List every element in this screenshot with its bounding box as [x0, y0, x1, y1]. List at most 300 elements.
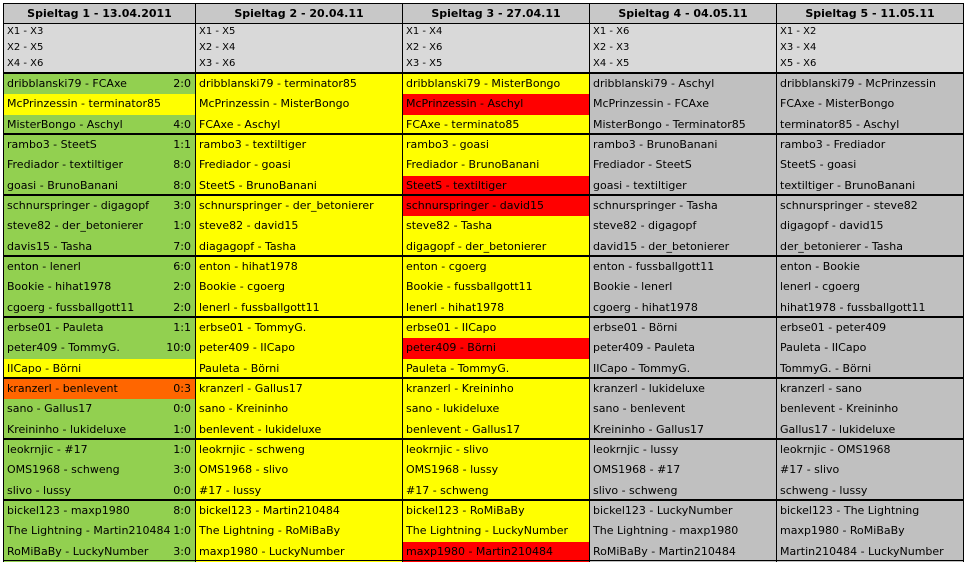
- match-score: 2:0: [173, 300, 191, 314]
- match-row: [777, 481, 963, 501]
- match-pairing: terminator85 - Aschyl: [780, 117, 900, 131]
- match-score: 4:0: [173, 117, 191, 131]
- match-pairing: The Lightning - LuckyNumber: [406, 524, 568, 538]
- match-row: [403, 379, 589, 399]
- match-row: [590, 135, 776, 155]
- match-pairing: maxp1980 - RoMiBaBy: [780, 524, 905, 538]
- match-pairing: Gallus17 - lukideluxe: [780, 422, 896, 436]
- match-pairing: digagopf - david15: [780, 219, 884, 233]
- match-pairing: hihat1978 - fussballgott11: [780, 300, 926, 314]
- match-pairing: McPrinzessin - FCAxe: [593, 97, 709, 111]
- match-group: [3, 72, 196, 135]
- match-pairing: schnurspringer - digagopf: [7, 199, 150, 212]
- match-pairing: digagopf - der_betonierer: [406, 239, 547, 253]
- table-bottom-border: [402, 560, 590, 561]
- match-pairing: schnurspringer - der_betonierer: [199, 199, 374, 212]
- match-row: [777, 501, 963, 521]
- match-row: [777, 135, 963, 155]
- match-pairing: der_betonierer - Tasha: [780, 239, 903, 253]
- match-row: [196, 216, 402, 236]
- match-group: [3, 499, 196, 562]
- match-row: [196, 176, 402, 196]
- match-pairing: sano - Kreininho: [199, 402, 289, 416]
- match-row: [4, 521, 195, 541]
- match-row: [590, 257, 776, 277]
- match-row: [777, 176, 963, 196]
- pairing-line: X3 - X6: [199, 58, 236, 69]
- match-pairing: leokrnjic - lussy: [593, 443, 679, 456]
- match-pairing: benlevent - Gallus17: [406, 422, 521, 436]
- match-row: [403, 318, 589, 338]
- match-pairing: McPrinzessin - MisterBongo: [199, 97, 350, 111]
- match-pairing: sano - Gallus17: [7, 402, 93, 416]
- match-row: [4, 460, 195, 480]
- match-pairing: FCAxe - MisterBongo: [780, 97, 895, 111]
- match-pairing: diagagopf - Tasha: [199, 239, 297, 253]
- match-pairing: enton - fussballgott11: [593, 260, 715, 273]
- pairing-line: X4 - X6: [7, 58, 44, 69]
- match-row: [4, 196, 195, 216]
- match-group: [195, 316, 403, 379]
- match-pairing: dribblanski79 - Aschyl: [593, 77, 715, 90]
- match-pairing: dribblanski79 - McPrinzessin: [780, 77, 936, 90]
- match-row: [777, 115, 963, 135]
- match-pairing: IICapo - Börni: [7, 361, 82, 375]
- match-row: [777, 521, 963, 541]
- match-pairing: Bookie - lenerl: [593, 280, 673, 294]
- match-pairing: Frediador - goasi: [199, 158, 291, 172]
- match-score: 0:3: [173, 382, 191, 395]
- match-pairing: benlevent - Kreininho: [780, 402, 899, 416]
- match-row: [196, 460, 402, 480]
- match-row: [4, 237, 195, 257]
- match-group: [3, 316, 196, 379]
- match-row: [777, 379, 963, 399]
- match-row: [403, 216, 589, 236]
- pairing-line: X1 - X2: [780, 26, 817, 37]
- match-group: [589, 194, 777, 257]
- match-group: [402, 316, 590, 379]
- match-group: [3, 438, 196, 501]
- match-row: [777, 257, 963, 277]
- match-group: [776, 438, 964, 501]
- match-row: [196, 420, 402, 440]
- match-pairing: peter409 - IICapo: [199, 341, 295, 355]
- match-pairing: FCAxe - terminato85: [406, 117, 520, 131]
- match-group: [195, 194, 403, 257]
- match-row: [403, 196, 589, 216]
- match-score: 1:0: [173, 443, 191, 456]
- match-row: [4, 542, 195, 562]
- pairing-line: X2 - X6: [406, 42, 443, 53]
- match-row: [590, 521, 776, 541]
- match-pairing: cgoerg - fussballgott11: [7, 300, 135, 314]
- match-score: 2:0: [173, 77, 191, 90]
- table-bottom-border: [3, 560, 196, 561]
- pairing-line: X2 - X4: [199, 42, 236, 53]
- match-row: [403, 420, 589, 440]
- match-row: [403, 481, 589, 501]
- match-group: [776, 377, 964, 440]
- match-pairing: RoMiBaBy - Martin210484: [593, 544, 736, 558]
- match-pairing: Frediador - BrunoBanani: [406, 158, 540, 172]
- match-row: [4, 257, 195, 277]
- match-row: [196, 440, 402, 460]
- match-group: [402, 438, 590, 501]
- match-pairing: Pauleta - TommyG.: [406, 361, 510, 375]
- match-pairing: peter409 - Börni: [406, 341, 496, 355]
- match-score: 8:0: [173, 158, 191, 172]
- match-row: [777, 155, 963, 175]
- match-pairing: erbse01 - TommyG.: [199, 321, 307, 334]
- match-pairing: peter409 - TommyG.: [7, 341, 120, 355]
- match-group: [402, 377, 590, 440]
- match-pairing: goasi - BrunoBanani: [7, 178, 118, 192]
- match-pairing: bickel123 - RoMiBaBy: [406, 504, 525, 517]
- match-pairing: leokrnjic - schweng: [199, 443, 305, 456]
- match-score: 1:0: [173, 524, 191, 538]
- match-row: [403, 74, 589, 94]
- match-row: [196, 237, 402, 257]
- match-row: [4, 359, 195, 379]
- match-row: [196, 318, 402, 338]
- match-pairing: maxp1980 - Martin210484: [406, 544, 553, 558]
- pairing-line: X1 - X4: [406, 26, 443, 37]
- pairing-scheme: [402, 24, 590, 72]
- match-row: [403, 115, 589, 135]
- match-pairing: rambo3 - SteetS: [7, 138, 97, 151]
- pairing-line: X3 - X5: [406, 58, 443, 69]
- match-pairing: goasi - textiltiger: [593, 178, 687, 192]
- match-pairing: steve82 - Tasha: [406, 219, 493, 233]
- match-row: [590, 501, 776, 521]
- match-row: [590, 155, 776, 175]
- match-pairing: The Lightning - Martin210484: [7, 524, 171, 538]
- match-group: [776, 194, 964, 257]
- match-row: [403, 399, 589, 419]
- match-row: [777, 298, 963, 318]
- match-row: [196, 155, 402, 175]
- match-group: [195, 499, 403, 562]
- table-bottom-border: [776, 560, 964, 561]
- match-row: [403, 257, 589, 277]
- match-group: [195, 438, 403, 501]
- pairing-line: X4 - X5: [593, 58, 630, 69]
- match-pairing: schnurspringer - Tasha: [593, 199, 718, 212]
- match-pairing: erbse01 - peter409: [780, 321, 887, 334]
- match-pairing: Frediador - SteetS: [593, 158, 692, 172]
- match-group: [589, 72, 777, 135]
- match-pairing: sano - lukideluxe: [406, 402, 500, 416]
- match-pairing: Pauleta - IICapo: [780, 341, 867, 355]
- match-pairing: dribblanski79 - terminator85: [199, 77, 357, 90]
- match-pairing: rambo3 - goasi: [406, 138, 489, 151]
- match-row: [590, 196, 776, 216]
- pairing-line: X3 - X4: [780, 42, 817, 53]
- match-pairing: IICapo - TommyG.: [593, 361, 691, 375]
- pairing-line: X1 - X6: [593, 26, 630, 37]
- match-row: [777, 277, 963, 297]
- match-score: 8:0: [173, 178, 191, 192]
- match-pairing: kranzerl - Gallus17: [199, 382, 303, 395]
- match-score: 1:0: [173, 219, 191, 233]
- match-pairing: steve82 - digagopf: [593, 219, 697, 233]
- match-pairing: peter409 - Pauleta: [593, 341, 696, 355]
- match-row: [777, 237, 963, 257]
- match-score: 3:0: [173, 463, 191, 477]
- match-pairing: sano - benlevent: [593, 402, 686, 416]
- match-pairing: kranzerl - lukideluxe: [593, 382, 705, 395]
- match-score: 7:0: [173, 239, 191, 253]
- match-row: [196, 359, 402, 379]
- match-pairing: Bookie - hihat1978: [7, 280, 112, 294]
- match-pairing: erbse01 - Pauleta: [7, 321, 104, 334]
- match-row: [403, 155, 589, 175]
- match-score: 6:0: [173, 260, 191, 273]
- match-group: [589, 499, 777, 562]
- match-pairing: davis15 - Tasha: [7, 239, 93, 253]
- match-pairing: FCAxe - Aschyl: [199, 117, 281, 131]
- match-row: [777, 338, 963, 358]
- match-pairing: cgoerg - hihat1978: [593, 300, 698, 314]
- matchday-header: Spieltag 2 - 20.04.11: [195, 3, 403, 24]
- match-group: [402, 194, 590, 257]
- match-row: [403, 501, 589, 521]
- pairing-line: X1 - X5: [199, 26, 236, 37]
- match-group: [589, 255, 777, 318]
- match-row: [196, 481, 402, 501]
- pairing-line: X2 - X3: [593, 42, 630, 53]
- match-row: [4, 155, 195, 175]
- table-bottom-border: [195, 560, 403, 561]
- match-group: [402, 72, 590, 135]
- match-pairing: rambo3 - Frediador: [780, 138, 886, 151]
- match-pairing: erbse01 - Börni: [593, 321, 678, 334]
- pairing-scheme: [589, 24, 777, 72]
- match-row: [777, 542, 963, 562]
- match-row: [4, 481, 195, 501]
- match-pairing: rambo3 - textiltiger: [199, 138, 307, 151]
- match-pairing: schnurspringer - david15: [406, 199, 544, 212]
- match-row: [777, 94, 963, 114]
- matchday-header: Spieltag 5 - 11.05.11: [776, 3, 964, 24]
- match-row: [196, 135, 402, 155]
- match-row: [403, 440, 589, 460]
- match-score: 0:0: [173, 402, 191, 416]
- match-row: [196, 501, 402, 521]
- match-pairing: SteetS - BrunoBanani: [199, 178, 317, 192]
- match-row: [403, 460, 589, 480]
- match-score: 8:0: [173, 504, 191, 517]
- match-pairing: lenerl - cgoerg: [780, 280, 860, 294]
- table-bottom-border: [589, 560, 777, 561]
- match-pairing: #17 - schweng: [406, 483, 489, 497]
- match-pairing: steve82 - david15: [199, 219, 299, 233]
- match-row: [4, 501, 195, 521]
- match-group: [402, 255, 590, 318]
- match-group: [195, 377, 403, 440]
- match-pairing: #17 - slivo: [780, 463, 840, 477]
- pairing-scheme: [3, 24, 196, 72]
- match-group: [589, 133, 777, 196]
- match-group: [402, 133, 590, 196]
- match-group: [3, 194, 196, 257]
- pairing-line: X1 - X3: [7, 26, 44, 37]
- match-row: [403, 135, 589, 155]
- match-pairing: enton - hihat1978: [199, 260, 298, 273]
- match-row: [403, 359, 589, 379]
- match-score: 1:1: [173, 321, 191, 334]
- match-row: [777, 440, 963, 460]
- match-group: [776, 316, 964, 379]
- match-pairing: McPrinzessin - terminator85: [7, 97, 161, 111]
- match-pairing: MisterBongo - Aschyl: [7, 117, 123, 131]
- match-group: [195, 72, 403, 135]
- match-row: [4, 277, 195, 297]
- match-row: [196, 338, 402, 358]
- match-row: [590, 359, 776, 379]
- match-row: [196, 298, 402, 318]
- match-row: [590, 237, 776, 257]
- match-row: [777, 420, 963, 440]
- match-pairing: TommyG. - Börni: [780, 361, 872, 375]
- match-row: [196, 196, 402, 216]
- pairing-scheme: [195, 24, 403, 72]
- match-pairing: rambo3 - BrunoBanani: [593, 138, 718, 151]
- match-pairing: textiltiger - BrunoBanani: [780, 178, 916, 192]
- match-row: [777, 359, 963, 379]
- match-pairing: The Lightning - RoMiBaBy: [199, 524, 341, 538]
- match-row: [4, 94, 195, 114]
- match-row: [403, 542, 589, 562]
- match-row: [590, 176, 776, 196]
- match-row: [590, 74, 776, 94]
- match-group: [3, 255, 196, 318]
- match-pairing: enton - cgoerg: [406, 260, 487, 273]
- match-score: 10:0: [166, 341, 191, 355]
- match-row: [196, 379, 402, 399]
- match-row: [777, 318, 963, 338]
- match-row: [590, 277, 776, 297]
- pairing-line: X5 - X6: [780, 58, 817, 69]
- match-group: [402, 499, 590, 562]
- match-group: [776, 499, 964, 562]
- match-group: [195, 133, 403, 196]
- match-pairing: maxp1980 - LuckyNumber: [199, 544, 345, 558]
- match-row: [4, 298, 195, 318]
- match-row: [777, 216, 963, 236]
- match-pairing: kranzerl - benlevent: [7, 382, 118, 395]
- match-row: [590, 379, 776, 399]
- matchday-header: Spieltag 1 - 13.04.2011: [3, 3, 196, 24]
- match-pairing: david15 - der_betonierer: [593, 239, 730, 253]
- match-row: [590, 440, 776, 460]
- match-pairing: RoMiBaBy - LuckyNumber: [7, 544, 149, 558]
- match-row: [590, 94, 776, 114]
- match-row: [590, 481, 776, 501]
- match-row: [590, 542, 776, 562]
- match-pairing: Pauleta - Börni: [199, 361, 280, 375]
- match-row: [4, 176, 195, 196]
- match-pairing: dribblanski79 - FCAxe: [7, 77, 127, 90]
- match-pairing: OMS1968 - #17: [593, 463, 681, 477]
- match-pairing: Kreininho - Gallus17: [593, 422, 705, 436]
- match-row: [777, 196, 963, 216]
- match-row: [4, 440, 195, 460]
- match-row: [590, 216, 776, 236]
- match-score: 3:0: [173, 199, 191, 212]
- match-row: [777, 399, 963, 419]
- match-pairing: SteetS - textiltiger: [406, 178, 507, 192]
- match-group: [3, 133, 196, 196]
- match-pairing: OMS1968 - schweng: [7, 463, 120, 477]
- match-row: [4, 338, 195, 358]
- match-group: [776, 133, 964, 196]
- match-row: [196, 542, 402, 562]
- match-row: [403, 237, 589, 257]
- match-group: [589, 377, 777, 440]
- match-pairing: schnurspringer - steve82: [780, 199, 918, 212]
- match-pairing: Bookie - cgoerg: [199, 280, 286, 294]
- match-pairing: dribblanski79 - MisterBongo: [406, 77, 561, 90]
- match-pairing: enton - lenerl: [7, 260, 81, 273]
- match-pairing: leokrnjic - OMS1968: [780, 443, 891, 456]
- match-group: [3, 377, 196, 440]
- match-pairing: enton - Bookie: [780, 260, 860, 273]
- match-row: [403, 94, 589, 114]
- match-pairing: bickel123 - The Lightning: [780, 504, 920, 517]
- pairing-scheme: [776, 24, 964, 72]
- pairing-line: X2 - X5: [7, 42, 44, 53]
- match-row: [4, 115, 195, 135]
- match-pairing: #17 - lussy: [199, 483, 262, 497]
- match-score: 2:0: [173, 280, 191, 294]
- match-row: [4, 379, 195, 399]
- match-score: 0:0: [173, 483, 191, 497]
- match-pairing: OMS1968 - slivo: [199, 463, 289, 477]
- matchday-header: Spieltag 4 - 04.05.11: [589, 3, 777, 24]
- match-row: [403, 521, 589, 541]
- match-pairing: The Lightning - maxp1980: [593, 524, 739, 538]
- match-row: [4, 420, 195, 440]
- match-pairing: leokrnjic - #17: [7, 443, 88, 456]
- match-row: [590, 298, 776, 318]
- match-row: [4, 216, 195, 236]
- match-pairing: OMS1968 - lussy: [406, 463, 499, 477]
- match-row: [4, 318, 195, 338]
- match-pairing: leokrnjic - slivo: [406, 443, 489, 456]
- match-pairing: McPrinzessin - Aschyl: [406, 97, 524, 111]
- match-pairing: erbse01 - IICapo: [406, 321, 497, 334]
- match-pairing: kranzerl - sano: [780, 382, 862, 395]
- match-group: [589, 438, 777, 501]
- match-pairing: slivo - schweng: [593, 483, 678, 497]
- match-score: 1:1: [173, 138, 191, 151]
- match-row: [196, 257, 402, 277]
- match-score: 1:0: [173, 422, 191, 436]
- match-pairing: SteetS - goasi: [780, 158, 857, 172]
- match-pairing: bickel123 - Martin210484: [199, 504, 340, 517]
- match-pairing: steve82 - der_betonierer: [7, 219, 143, 233]
- match-row: [403, 176, 589, 196]
- match-pairing: MisterBongo - Terminator85: [593, 117, 746, 131]
- match-pairing: bickel123 - LuckyNumber: [593, 504, 733, 517]
- match-row: [590, 460, 776, 480]
- match-pairing: kranzerl - Kreininho: [406, 382, 514, 395]
- match-group: [589, 316, 777, 379]
- match-group: [776, 72, 964, 135]
- matchday-header: Spieltag 3 - 27.04.11: [402, 3, 590, 24]
